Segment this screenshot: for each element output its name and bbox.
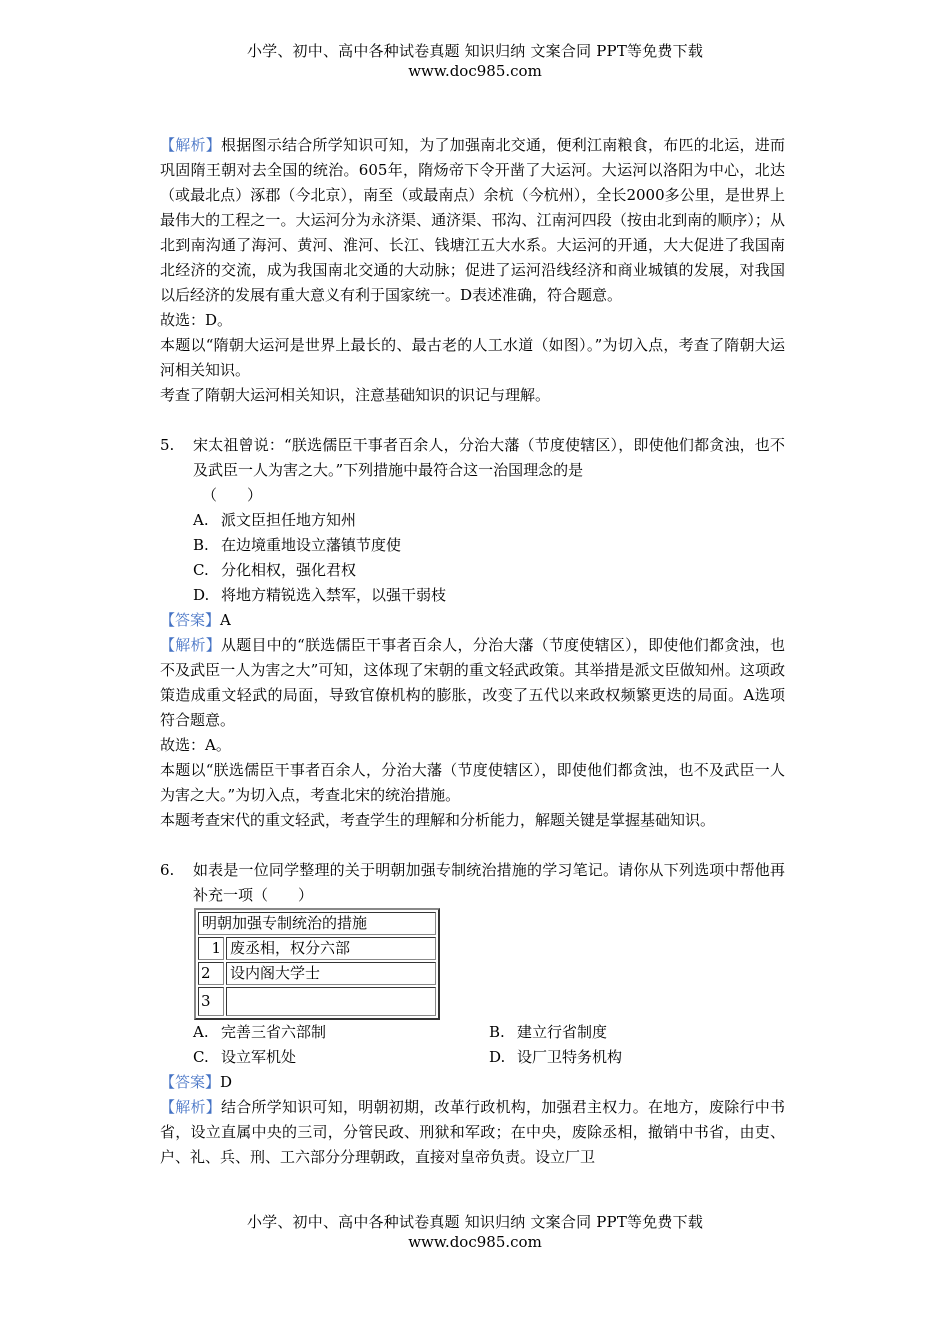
spacer [160, 833, 785, 858]
option-letter: C. [193, 1048, 209, 1066]
q4-analysis [160, 133, 785, 308]
q5-answer-value: A [220, 611, 231, 629]
page-footer [0, 1212, 950, 1252]
q6-option-c[interactable] [193, 1045, 489, 1070]
q5-option-c[interactable] [160, 558, 785, 583]
q5-number: 5. [160, 436, 175, 454]
q5-analysis [160, 633, 785, 733]
row-number: 1 [198, 937, 224, 960]
q6-answer-value: D [220, 1073, 233, 1091]
option-text: 完善三省六部制 [221, 1023, 327, 1041]
table-row [198, 937, 436, 960]
footer-url[interactable]: www.doc985.com [408, 1233, 542, 1251]
table-row [198, 987, 436, 1016]
table-title: 明朝加强专制统治的措施 [198, 912, 436, 935]
footer-line-1: 小学、初中、高中各种试卷真题 知识归纳 文案合同 PPT等免费下载 [246, 1213, 704, 1231]
option-text: 设立军机处 [221, 1048, 297, 1066]
option-text: 在边境重地设立藩镇节度使 [221, 536, 402, 554]
answer-tag: 【答案】 [160, 1073, 221, 1091]
table-row [198, 962, 436, 985]
q5-stem [160, 433, 785, 483]
q5-analysis-text: 从题目中的“朕选儒臣干事者百余人，分治大藩（节度使辖区），即使他们都贪浊，也不及武臣一人为害之大”可知，这体现了宋朝的重文轻武政策。其举措是派文臣做知州。这项政策造成重文轻武的局面，导致官僚机构的膨胀，改变了五代以来政权频繁更迭的局面。A选项符合题意。 [160, 636, 785, 729]
q5-option-b[interactable] [160, 533, 785, 558]
row-text [226, 987, 436, 1016]
q5-blank: （ ） [202, 486, 263, 504]
q4-choice: 故选：D。 [160, 311, 233, 329]
header-url[interactable]: www.doc985.com [408, 62, 542, 80]
spacer [160, 408, 785, 433]
header-line-1: 小学、初中、高中各种试卷真题 知识归纳 文案合同 PPT等免费下载 [246, 42, 704, 60]
option-letter: A. [193, 1023, 209, 1041]
option-letter: D. [489, 1048, 506, 1066]
option-letter: D. [193, 586, 210, 604]
option-text: 分化相权，强化君权 [221, 561, 357, 579]
q5-choice: 故选：A。 [160, 736, 231, 754]
row-number: 3 [198, 987, 224, 1016]
q6-option-a[interactable] [193, 1020, 489, 1045]
row-text: 设内阁大学士 [226, 962, 436, 985]
option-text: 设厂卫特务机构 [517, 1048, 623, 1066]
table-header-row [198, 912, 436, 935]
q5-option-d[interactable] [160, 583, 785, 608]
analysis-tag: 【解析】 [160, 636, 221, 654]
option-letter: B. [489, 1023, 505, 1041]
q5-stem-text: 宋太祖曾说：“朕选儒臣干事者百余人，分治大藩（节度使辖区），即使他们都贪浊，也不及武臣一人为害之大。”下列措施中最符合这一治国理念的是 [193, 436, 785, 479]
row-number: 2 [198, 962, 224, 985]
q6-stem [160, 858, 785, 908]
analysis-tag: 【解析】 [160, 136, 221, 154]
q6-analysis-text: 结合所学知识可知，明朝初期，改革行政机构，加强君主权力。在地方，废除行中书省，设立直属中央的三司，分管民政、刑狱和军政；在中央，废除丞相，撤销中书省，由吏、户、礼、兵、刑、工六部分分理朝政，直接对皇帝负责。设立厂卫 [160, 1098, 785, 1166]
option-text: 派文臣担任地方知州 [221, 511, 357, 529]
answer-tag: 【答案】 [160, 611, 221, 629]
q6-notes-table [194, 908, 440, 1020]
q6-number: 6. [160, 861, 175, 879]
q6-stem-text: 如表是一位同学整理的关于明朝加强专制统治措施的学习笔记。请你从下列选项中帮他再补充一项（ ） [193, 861, 785, 904]
q4-comment-1: 本题以“隋朝大运河是世界上最长的、最古老的人工水道（如图）。”为切入点，考查了隋朝大运河相关知识。 [160, 336, 785, 379]
q5-answer [160, 608, 785, 633]
q5-comment-1: 本题以“朕选儒臣干事者百余人，分治大藩（节度使辖区），即使他们都贪浊，也不及武臣一人为害之大。”为切入点，考查北宋的统治措施。 [160, 761, 785, 804]
q6-option-d[interactable] [489, 1045, 785, 1070]
option-text: 将地方精锐选入禁军，以强干弱枝 [221, 586, 447, 604]
q6-options-row-1 [160, 1020, 785, 1045]
q6-option-b[interactable] [489, 1020, 785, 1045]
option-letter: A. [193, 511, 209, 529]
q4-comment-2: 考查了隋朝大运河相关知识，注意基础知识的识记与理解。 [160, 386, 551, 404]
option-letter: C. [193, 561, 209, 579]
q6-options-row-2 [160, 1045, 785, 1070]
document-body [160, 133, 785, 1170]
page-header [0, 41, 950, 81]
q5-option-a[interactable] [160, 508, 785, 533]
option-text: 建立行省制度 [517, 1023, 608, 1041]
q6-analysis [160, 1095, 785, 1170]
row-text: 废丞相，权分六部 [226, 937, 436, 960]
q6-answer [160, 1070, 785, 1095]
analysis-tag: 【解析】 [160, 1098, 221, 1116]
option-letter: B. [193, 536, 209, 554]
q5-comment-2: 本题考查宋代的重文轻武，考查学生的理解和分析能力，解题关键是掌握基础知识。 [160, 811, 716, 829]
q4-analysis-text: 根据图示结合所学知识可知，为了加强南北交通，便利江南粮食，布匹的北运，进而巩固隋王朝对去全国的统治。605年，隋炀帝下令开凿了大运河。大运河以洛阳为中心，北达（或最北点）涿郡（今北京），南至（或最南点）余杭（今杭州），全长2000多公里，是世界上最伟大的工程之一。大运河分为永济渠、通济渠、邗沟、江南河四段（按由北到南的顺序）；从北到南沟通了海河、黄河、淮河、长江、钱塘江五大水系。大运河的开通，大大促进了我国南北经济的交流，成为我国南北交通的大动脉；促进了运河沿线经济和商业城镇的发展，对我国以后经济的发展有重大意义有利于国家统一。D表述准确，符合题意。 [160, 136, 785, 304]
